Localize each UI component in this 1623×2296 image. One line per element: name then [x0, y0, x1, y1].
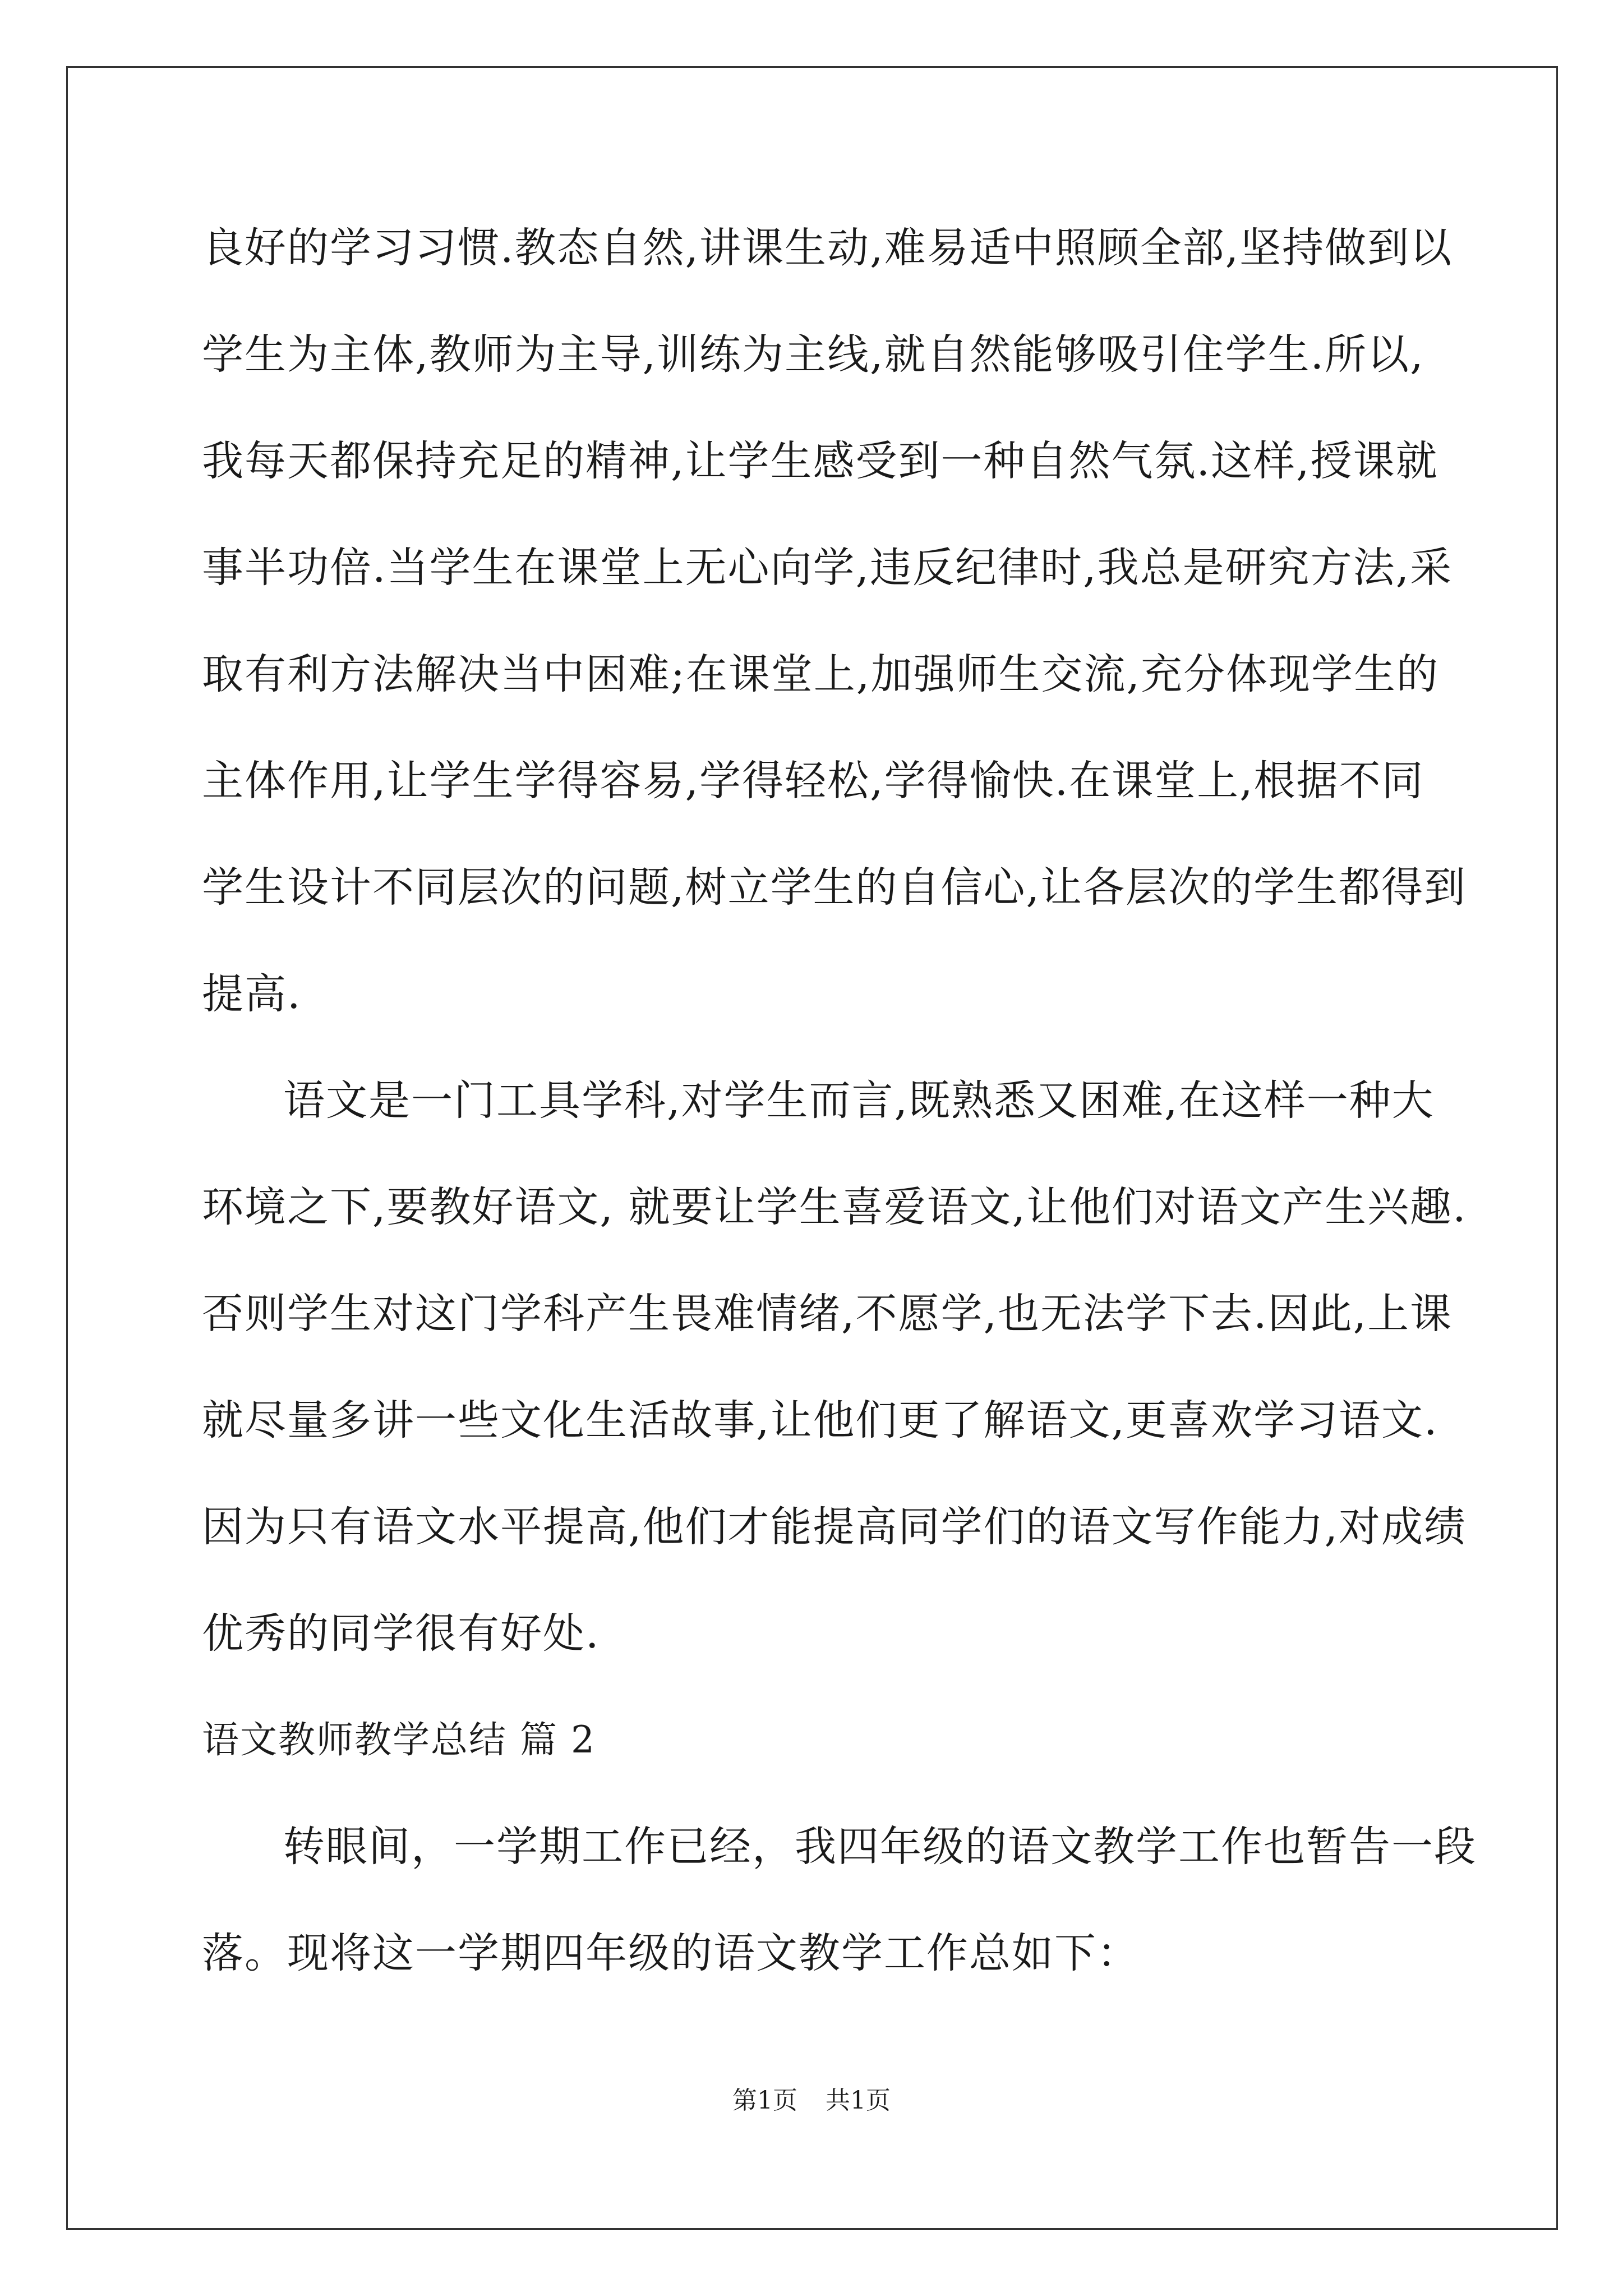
text-line: 因为只有语文水平提高,他们才能提高同学们的语文写作能力,对成绩: [202, 1503, 1467, 1551]
page-total: 共1页: [826, 2086, 891, 2115]
text-line: 学生设计不同层次的问题,树立学生的自信心,让各层次的学生都得到: [202, 863, 1467, 912]
text-line: 环境之下,要教好语文, 就要让学生喜爱语文,让他们对语文产生兴趣.: [202, 1183, 1467, 1231]
text-line: 学生为主体,教师为主导,训练为主线,就自然能够吸引住学生.所以,: [202, 330, 1424, 379]
text-line: 语文是一门工具学科,对学生而言,既熟悉又困难,在这样一种大: [283, 1076, 1435, 1125]
text-line: 我每天都保持充足的精神,让学生感受到一种自然气氛.这样,授课就: [202, 437, 1438, 485]
text-line: 事半功倍.当学生在课堂上无心向学,违反纪律时,我总是研究方法,采: [202, 544, 1453, 592]
page-number: 第1页: [732, 2086, 797, 2115]
text-line: 提高.: [202, 970, 302, 1018]
section-heading: 语文教师教学总结 篇 2: [202, 1718, 596, 1761]
text-line: 主体作用,让学生学得容易,学得轻松,学得愉快.在课堂上,根据不同: [202, 757, 1424, 805]
text-line: 转眼间，一学期工作已经，我四年级的语文教学工作也暂告一段: [283, 1823, 1477, 1871]
text-line: 否则学生对这门学科产生畏难情绪,不愿学,也无法学下去.因此,上课: [202, 1290, 1453, 1338]
text-line: 优秀的同学很有好处.: [202, 1609, 600, 1658]
text-line: 就尽量多讲一些文化生活故事,让他们更了解语文,更喜欢学习语文.: [202, 1396, 1438, 1444]
text-line: 良好的学习习惯.教态自然,讲课生动,难易适中照顾全部,坚持做到以: [202, 224, 1453, 272]
text-line: 落。现将这一学期四年级的语文教学工作总如下：: [202, 1929, 1140, 1977]
page-border: [66, 66, 1558, 2230]
page-footer: [0, 2084, 1623, 2118]
text-line: 取有利方法解决当中困难;在课堂上,加强师生交流,充分体现学生的: [202, 650, 1439, 698]
